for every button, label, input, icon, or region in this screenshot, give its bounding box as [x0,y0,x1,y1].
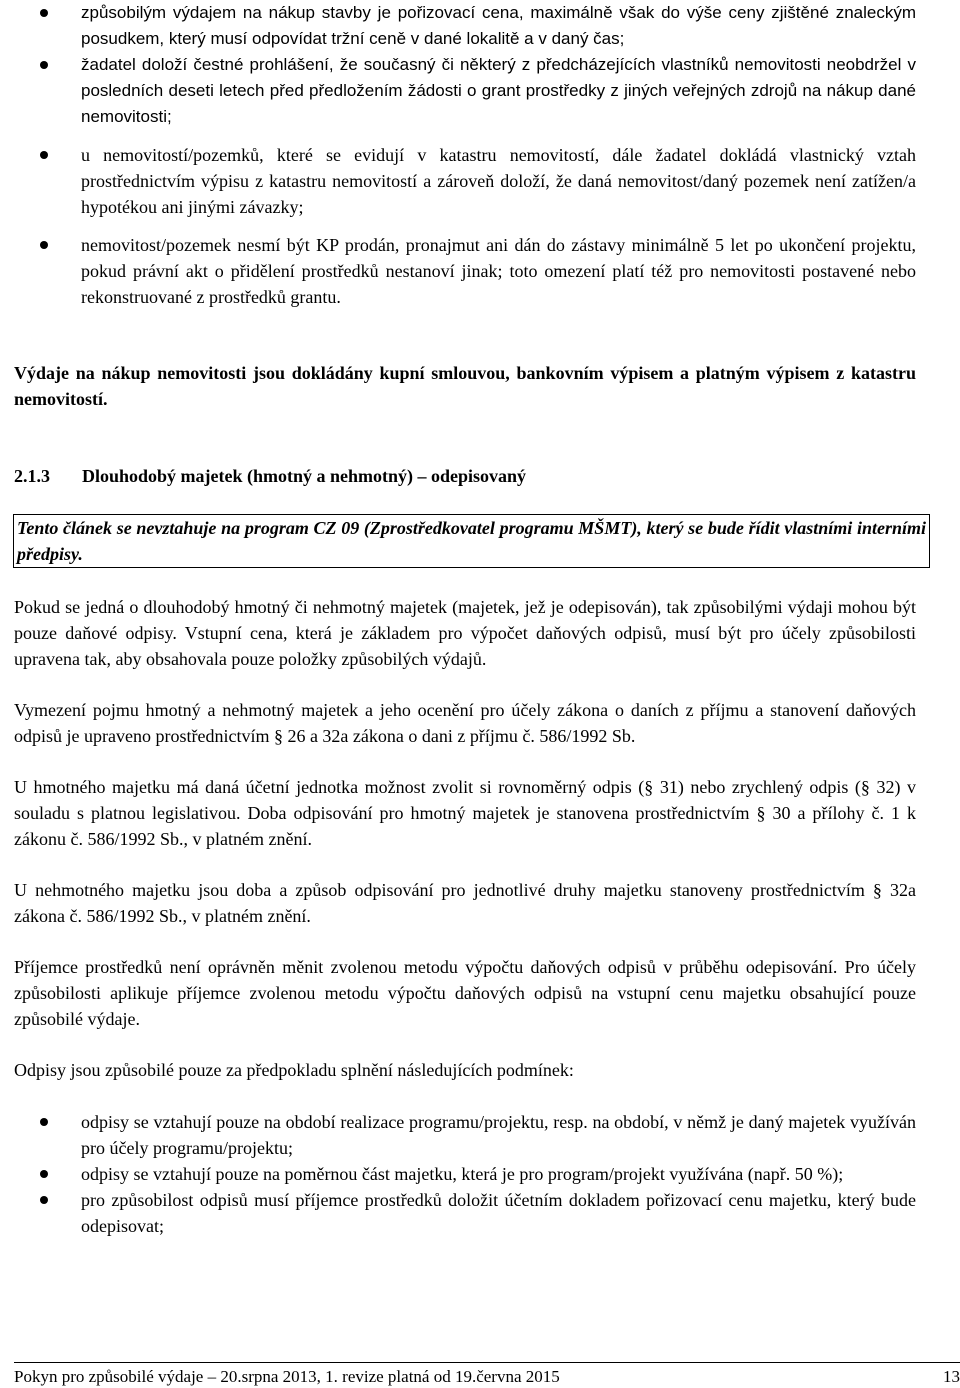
top-bullet-list-cont [14,142,916,310]
bullet-icon [40,151,48,159]
bullet-icon [40,1118,48,1126]
list-item [14,1187,916,1239]
list-item [14,1109,916,1161]
list-item-text: odpisy se vztahují pouze na období realizace programu/projektu, resp. na období, v němž je daný majetek využíván pro účely programu/projektu; [81,1112,916,1158]
paragraph: Pokud se jedná o dlouhodobý hmotný či nehmotný majetek (majetek, jež je odepisován), tak způsobilými výdaji mohou být pouze daňové odpisy. Vstupní cena, která je základem pro výpočet daňových odpisů, musí být pro účely způsobilosti upravena tak, aby obsahovala pouze položky způsobilých výdajů. [14,597,916,669]
list-item [14,52,916,130]
bold-note: Výdaje na nákup nemovitosti jsou dokládány kupní smlouvou, bankovním výpisem a platným výpisem z katastru nemovitostí. [14,363,916,409]
list-item-text: žadatel doloží čestné prohlášení, že současný či některý z předcházejících vlastníků nemovitosti neobdržel v posledních deseti letech před předložením žádosti o grant prostředky z jiných veřejných zdrojů na nákup dané nemovitosti; [81,55,916,126]
boxed-note [13,514,930,568]
bullet-icon [40,61,48,69]
list-item-text: u nemovitostí/pozemků, které se evidují v katastru nemovitostí, dále žadatel dokládá vlastnický vztah prostřednictvím výpisu z katastru nemovitostí a zároveň doloží, že daná nemovitost/daný pozemek není zatížen/a hypotékou ani jinými závazky; [81,145,916,217]
bullet-icon [40,9,48,17]
section-number: 2.1.3 [14,466,50,486]
conditions-bullet-list [14,1109,916,1239]
list-item [14,0,916,52]
list-item-text: způsobilým výdajem na nákup stavby je pořizovací cena, maximálně však do výše ceny zjištěné znaleckým posudkem, který musí odpovídat tržní ceně v dané lokalitě a v daný čas; [81,3,916,48]
bullet-icon [40,1170,48,1178]
bullet-icon [40,241,48,249]
paragraph: Vymezení pojmu hmotný a nehmotný majetek a jeho ocenění pro účely zákona o daních z příjmu a stanovení daňových odpisů je upraveno prostřednictvím § 26 a 32a zákona o dani z příjmu č. 586/1992 Sb. [14,700,916,746]
list-item-text: odpisy se vztahují pouze na poměrnou část majetku, která je pro program/projekt využívána (např. 50 %); [81,1164,844,1184]
footer-text: Pokyn pro způsobilé výdaje – 20.srpna 2013, 1. revize platná od 19.června 2015 [14,1367,560,1386]
section-title: Dlouhodobý majetek (hmotný a nehmotný) – odepisovaný [82,466,527,486]
document-page [14,0,926,1239]
list-item-text: pro způsobilost odpisů musí příjemce prostředků doložit účetním dokladem pořizovací cenu majetku, který bude odepisovat; [81,1190,916,1236]
section-heading [14,463,916,489]
paragraph: U hmotného majetku má daná účetní jednotka možnost zvolit si rovnoměrný odpis (§ 31) nebo zrychlený odpis (§ 32) v souladu s platnou legislativou. Doba odpisování pro hmotný majetek je stanovena prostřednictvím § 30 a přílohy č. 1 k zákonu č. 586/1992 Sb., v platném znění. [14,777,916,849]
bullet-icon [40,1196,48,1204]
list-item [14,232,916,310]
list-item [14,142,916,220]
list-item [14,1161,916,1187]
page-footer [14,1362,960,1386]
list-item-text: nemovitost/pozemek nesmí být KP prodán, pronajmut ani dán do zástavy minimálně 5 let po ukončení projektu, pokud právní akt o přidělení prostředků nestanoví jinak; toto omezení platí též pro nemovitosti postavené nebo rekonstruované z prostředků grantu. [81,235,916,307]
paragraph: U nehmotného majetku jsou doba a způsob odpisování pro jednotlivé druhy majetku stanoveny prostřednictvím § 32a zákona č. 586/1992 Sb., v platném znění. [14,880,916,926]
paragraph: Odpisy jsou způsobilé pouze za předpokladu splnění následujících podmínek: [14,1060,574,1080]
top-bullet-list [14,0,916,130]
boxed-note-text: Tento článek se nevztahuje na program CZ 09 (Zprostředkovatel programu MŠMT), který se bude řídit vlastními interními předpisy. [17,518,926,564]
paragraph: Příjemce prostředků není oprávněn měnit zvolenou metodu výpočtu daňových odpisů v průběhu odepisování. Pro účely způsobilosti aplikuje příjemce zvolenou metodu výpočtu daňových odpisů na vstupní cenu majetku obsahující pouze způsobilé výdaje. [14,957,916,1029]
page-number: 13 [943,1367,960,1386]
